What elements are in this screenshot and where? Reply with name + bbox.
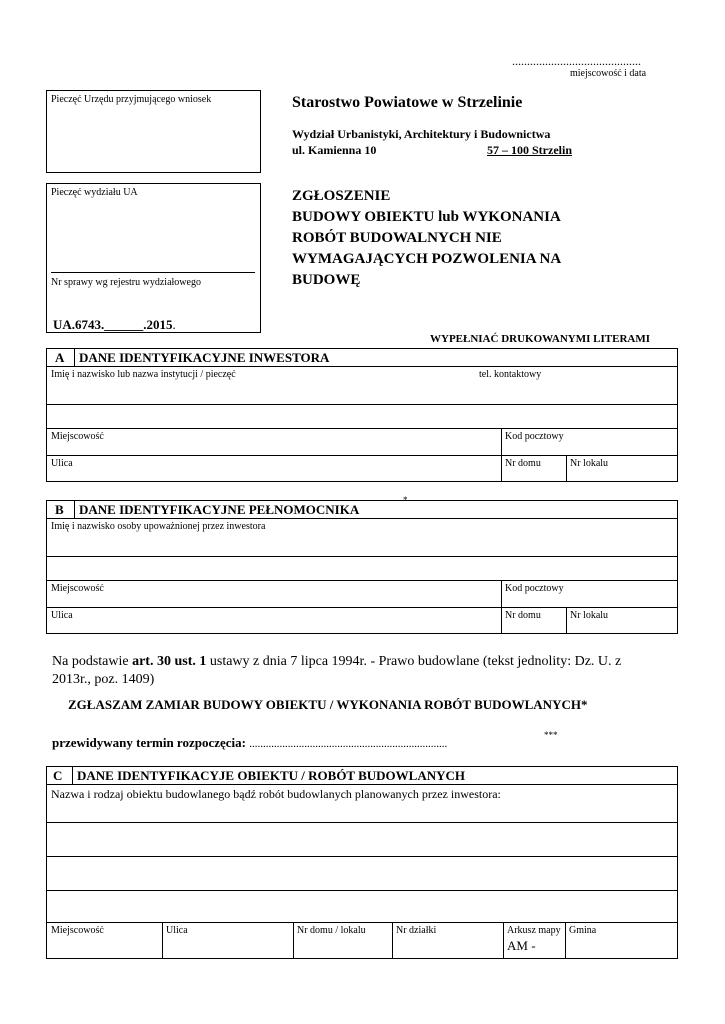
address-city: 57 – 100 Strzelin (487, 143, 572, 157)
case-number-line (51, 272, 255, 273)
legal-rest: ustawy z dnia 7 lipca 1994r. - Prawo budowlane (tekst jednolity: Dz. U. z (206, 654, 622, 669)
investor-flat-label: Nr lokalu (570, 458, 609, 469)
form-title-line: BUDOWĘ (292, 272, 361, 288)
object-map-sheet-value[interactable]: AM - (507, 938, 536, 953)
investor-street-label: Ulica (51, 458, 73, 469)
office-title: Starostwo Powiatowe w Strzelinie (292, 94, 523, 111)
form-title (292, 186, 561, 291)
dept-stamp-label: Pieczęć wydziału UA (51, 187, 138, 198)
declaration: ZGŁASZAM ZAMIAR BUDOWY OBIEKTU / WYKONANIA ROBÓT BUDOWLANYCH* (68, 697, 588, 712)
section-b-letter: B (55, 502, 64, 517)
proxy-house-label: Nr domu (505, 610, 541, 621)
form-title-line: WYMAGAJĄCYCH POZWOLENIA NA (292, 251, 562, 267)
object-city-label: Miejscowość (51, 925, 104, 936)
case-number-label: Nr sprawy wg rejestru wydziałowego (51, 277, 201, 288)
section-b-footnote-mark: * (403, 495, 408, 505)
case-number[interactable] (53, 317, 176, 333)
proxy-flat-label: Nr lokalu (570, 610, 609, 621)
start-date-label: przewidywany termin rozpoczęcia: (52, 735, 246, 750)
case-number-prefix: UA.6743. (53, 317, 105, 332)
form-title-line: ROBÓT BUDOWALNYCH NIE (292, 230, 502, 246)
section-c-title: DANE IDENTYFIKACYJE OBIEKTU / ROBÓT BUDOWLANYCH (77, 768, 466, 783)
form-title-line: BUDOWY OBIEKTU lub WYKONANIA (292, 209, 561, 225)
proxy-street-label: Ulica (51, 610, 73, 621)
proxy-city-label: Miejscowość (51, 583, 104, 594)
place-date-label: miejscowość i data (570, 68, 647, 79)
office-stamp-box[interactable] (46, 90, 261, 173)
proxy-name-label: Imię i nazwisko osoby upoważnionej przez inwestora (51, 521, 266, 532)
section-c-letter: C (53, 768, 63, 783)
legal-article: art. 30 ust. 1 (132, 654, 207, 669)
investor-postal-label: Kod pocztowy (505, 431, 564, 442)
object-house-label: Nr domu / lokalu (297, 925, 366, 936)
office-stamp-label: Pieczęć Urzędu przyjmującego wniosek (51, 94, 212, 105)
section-a-title: DANE IDENTYFIKACYJNE INWESTORA (79, 350, 330, 365)
start-date-mark: *** (544, 730, 558, 740)
legal-basis (52, 653, 678, 689)
case-number-suffix: .2015 (143, 317, 173, 332)
investor-city-label: Miejscowość (51, 431, 104, 442)
object-map-sheet-label: Arkusz mapy (507, 925, 561, 936)
legal-prefix: Na podstawie (52, 654, 133, 669)
start-date-dots[interactable]: ........................................................................ (249, 738, 448, 750)
legal-line2: 2013r., poz. 1409) (52, 672, 155, 687)
investor-phone-label: tel. kontaktowy (479, 369, 542, 380)
section-a-letter: A (55, 350, 65, 365)
section-a (46, 348, 678, 482)
department-name: Wydział Urbanistyki, Architektury i Budownictwa (292, 127, 551, 141)
proxy-postal-label: Kod pocztowy (505, 583, 564, 594)
fill-instruction: WYPEŁNIAĆ DRUKOWANYMI LITERAMI (430, 333, 651, 345)
object-street-label: Ulica (166, 925, 188, 936)
start-date[interactable] (52, 735, 447, 751)
investor-house-label: Nr domu (505, 458, 541, 469)
case-number-blank[interactable]: ______ (104, 317, 144, 332)
section-b (46, 495, 678, 634)
place-date-dots: ........................................... (512, 54, 641, 68)
address-street: ul. Kamienna 10 (292, 143, 377, 157)
section-c (46, 766, 678, 959)
object-name-label: Nazwa i rodzaj obiektu budowlanego bądź robót budowlanych planowanych przez inwestora: (51, 787, 501, 801)
object-plot-label: Nr działki (396, 925, 437, 936)
form-title-line: ZGŁOSZENIE (292, 188, 391, 204)
section-b-title: DANE IDENTYFIKACYJNE PEŁNOMOCNIKA (79, 502, 360, 517)
dept-stamp-box[interactable] (46, 183, 261, 333)
case-number-dot: . (172, 317, 176, 332)
object-commune-label: Gmina (569, 925, 597, 936)
investor-name-label: Imię i nazwisko lub nazwa instytucji / pieczęć (51, 369, 236, 380)
